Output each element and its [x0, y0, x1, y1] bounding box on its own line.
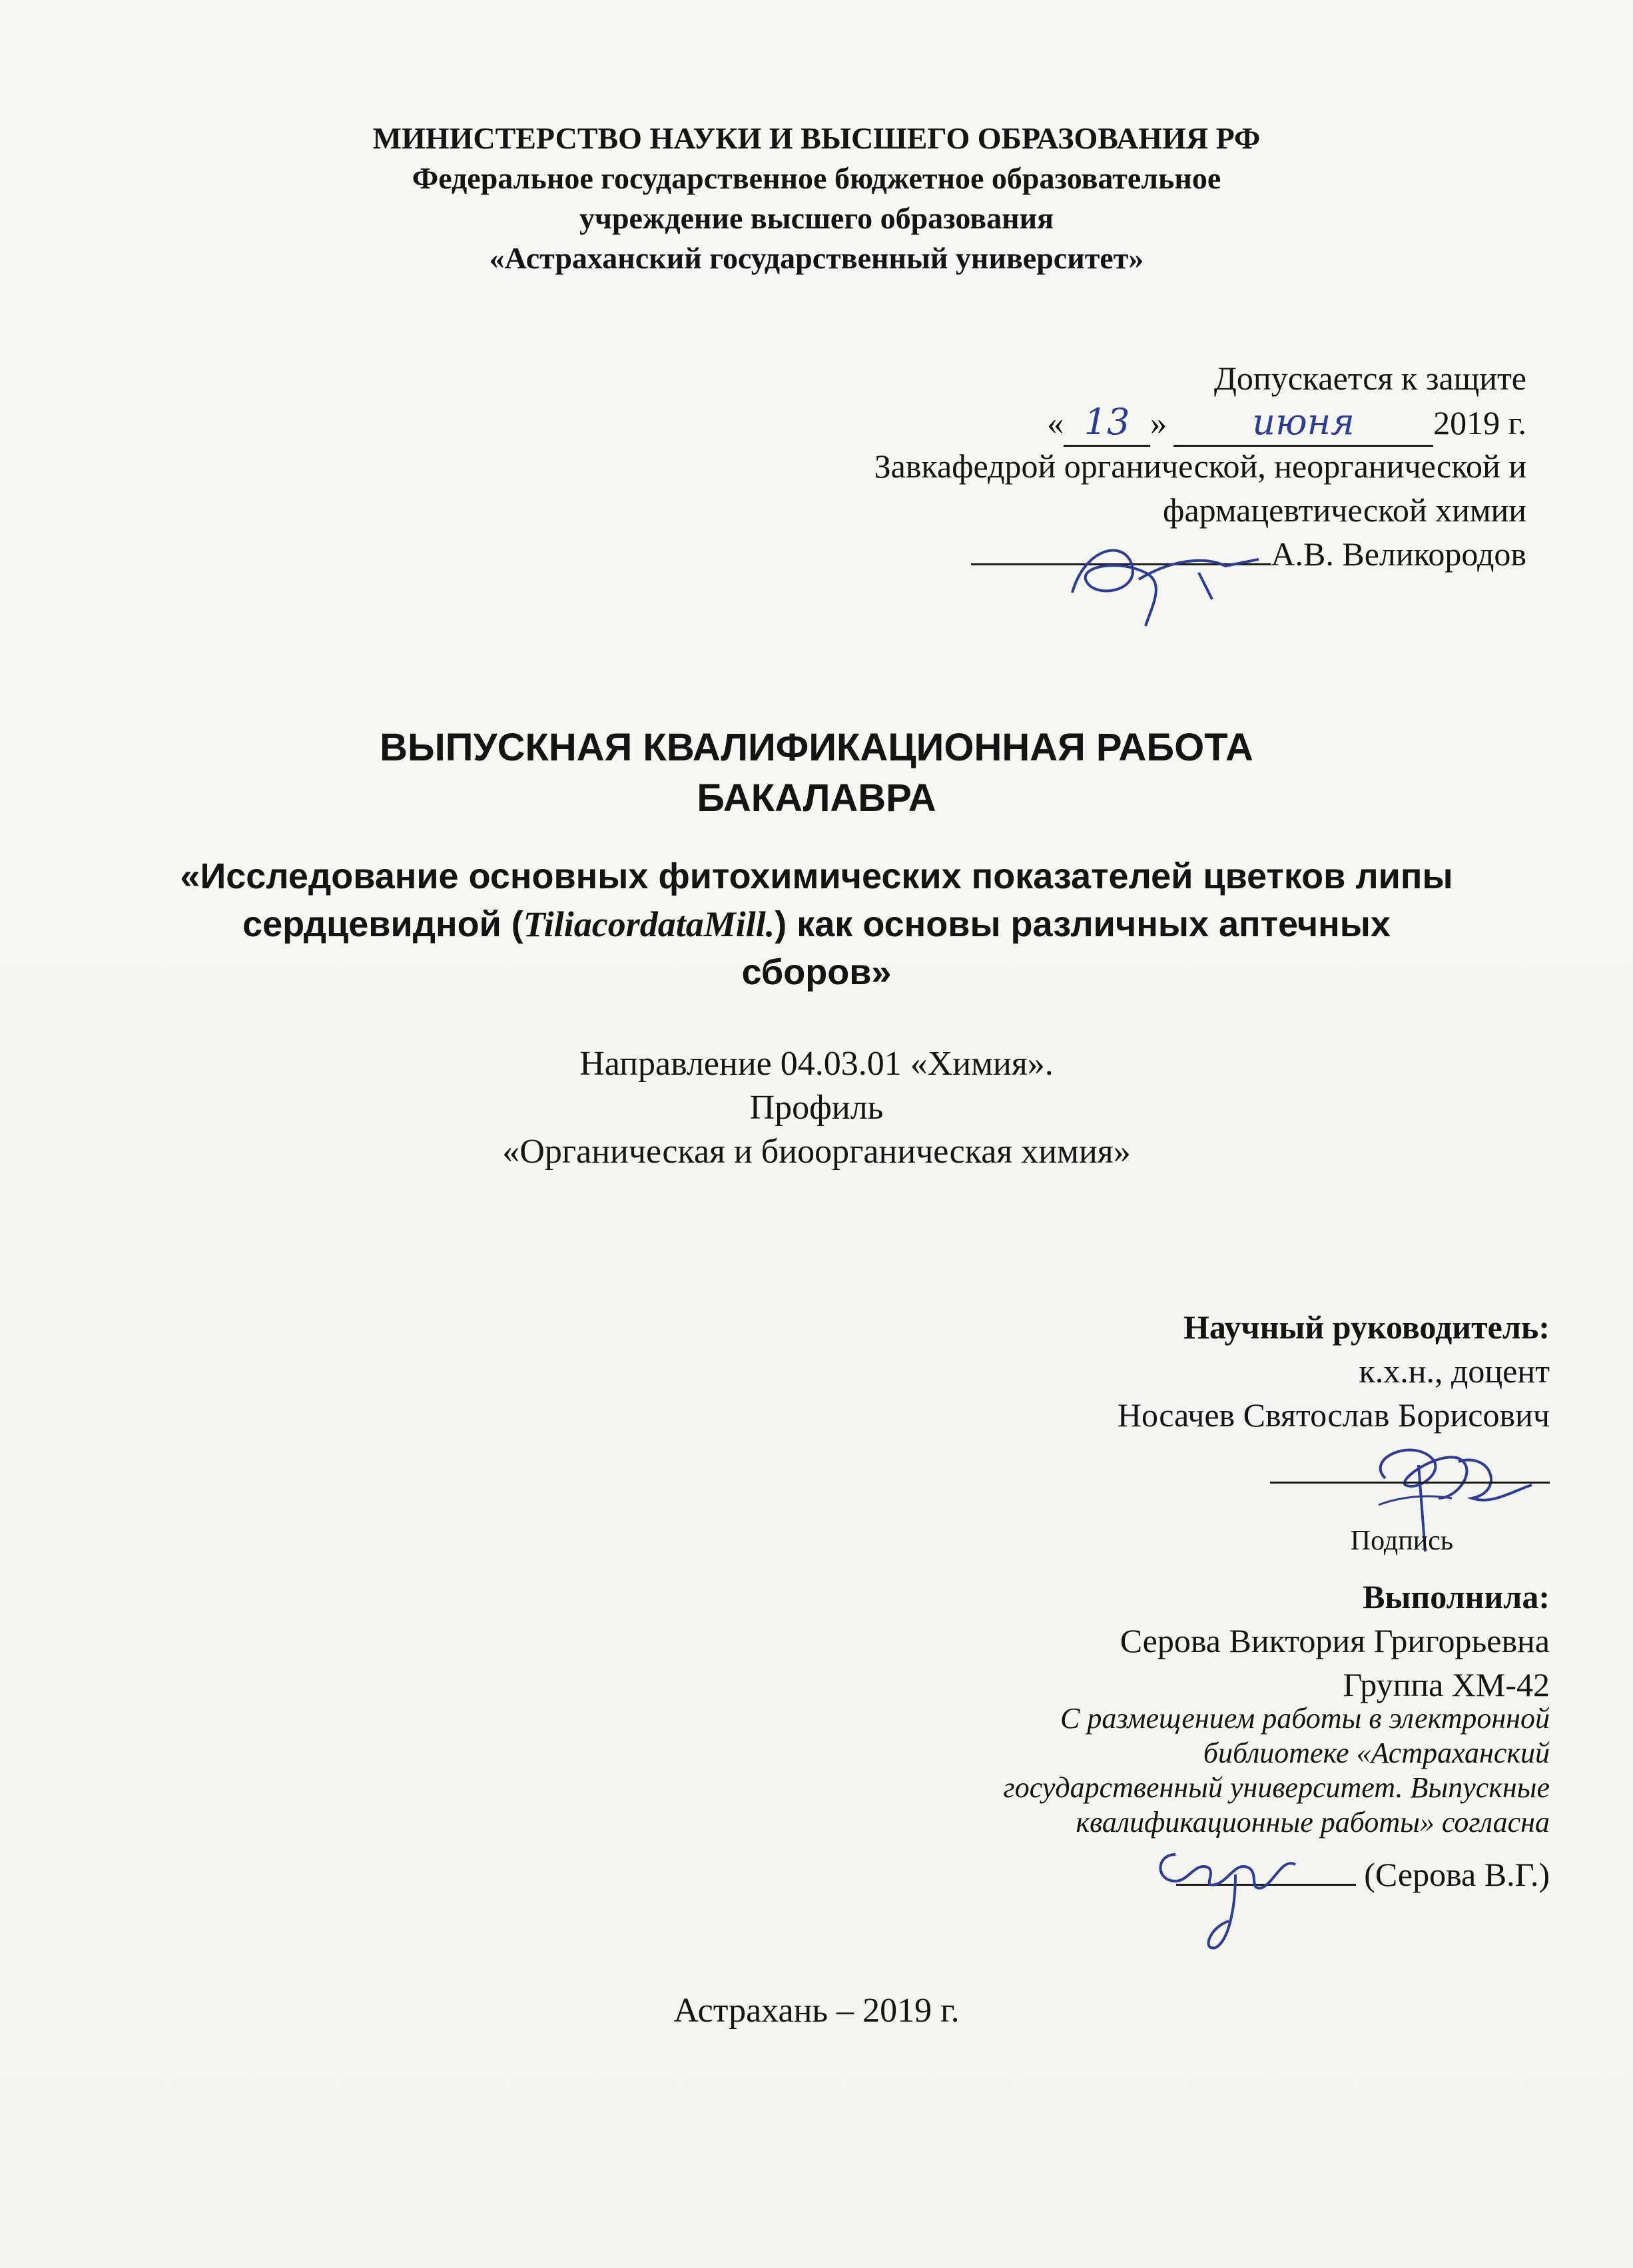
supervisor-block	[617, 1305, 1550, 1437]
author-name: Серова Виктория Григорьевна	[1120, 1622, 1550, 1659]
work-title-line1: ВЫПУСКНАЯ КВАЛИФИКАЦИОННАЯ РАБОТА	[380, 726, 1253, 769]
supervisor-name: Носачев Святослав Борисович	[1117, 1396, 1550, 1434]
library-consent	[617, 1701, 1550, 1840]
ministry-header	[0, 119, 1633, 278]
consent-line3: государственный университет. Выпускные	[1003, 1771, 1550, 1804]
department-line1: Завкафедрой органической, неорганической и	[874, 447, 1526, 485]
admission-label: Допускается к защите	[1213, 360, 1526, 397]
department-line2: фармацевтической химии	[1163, 491, 1526, 529]
day-handwritten: 13	[1084, 401, 1130, 443]
species-name: TiliacordataMill.	[523, 904, 775, 944]
profile-label: Профиль	[749, 1089, 884, 1127]
consent-line1: С размещением работы в электронной	[1060, 1702, 1550, 1735]
signature-caption: Подпись	[1350, 1526, 1453, 1556]
author-group: Группа ХМ-42	[1343, 1666, 1550, 1703]
topic-line3: сборов»	[741, 952, 892, 992]
consent-line4: квалификационные работы» согласна	[1076, 1806, 1550, 1839]
supervisor-degree: к.х.н., доцент	[1359, 1352, 1550, 1390]
author-short-name: (Серова В.Г.)	[1364, 1856, 1550, 1893]
profile-name: «Органическая и биоорганическая химия»	[502, 1133, 1131, 1171]
university-name: «Астраханский государственный университет»	[489, 241, 1144, 275]
institution-level-line: учреждение высшего образования	[579, 201, 1054, 235]
topic-line2-post: ) как основы различных аптечных	[775, 904, 1391, 944]
topic-line1: «Исследование основных фитохимических показателей цветков липы	[180, 856, 1453, 896]
consent-line2: библиотеке «Астраханский	[1203, 1737, 1550, 1769]
author-signature	[1136, 1828, 1309, 1961]
close-quote: »	[1150, 404, 1167, 441]
supervisor-label: Научный руководитель:	[1183, 1308, 1550, 1346]
day-field	[1064, 400, 1150, 447]
topic-line2	[0, 900, 1633, 948]
topic-line2-pre: сердцевидной (	[242, 904, 523, 944]
city-year: Астрахань – 2019 г.	[673, 1992, 960, 2030]
open-quote: «	[1047, 404, 1064, 441]
supervisor-sign-line	[1270, 1482, 1550, 1484]
work-title	[0, 722, 1633, 824]
month-handwritten: июня	[1252, 401, 1355, 443]
department-head-signature	[1046, 519, 1285, 633]
month-field	[1173, 400, 1433, 447]
admission-date	[1047, 400, 1526, 447]
author-label: Выполнила:	[1363, 1578, 1550, 1615]
department-head-name: А.В. Великородов	[1271, 535, 1526, 573]
work-title-line2: БАКАЛАВРА	[697, 776, 936, 820]
ministry-line: МИНИСТЕРСТВО НАУКИ И ВЫСШЕГО ОБРАЗОВАНИЯ РФ	[372, 121, 1261, 155]
direction-line: Направление 04.03.01 «Химия».	[579, 1045, 1054, 1083]
study-direction	[0, 1042, 1633, 1174]
author-block	[617, 1575, 1550, 1707]
admission-year: 2019 г.	[1433, 404, 1526, 441]
institution-type-line: Федеральное государственное бюджетное образовательное	[412, 161, 1221, 195]
work-topic	[0, 852, 1633, 996]
